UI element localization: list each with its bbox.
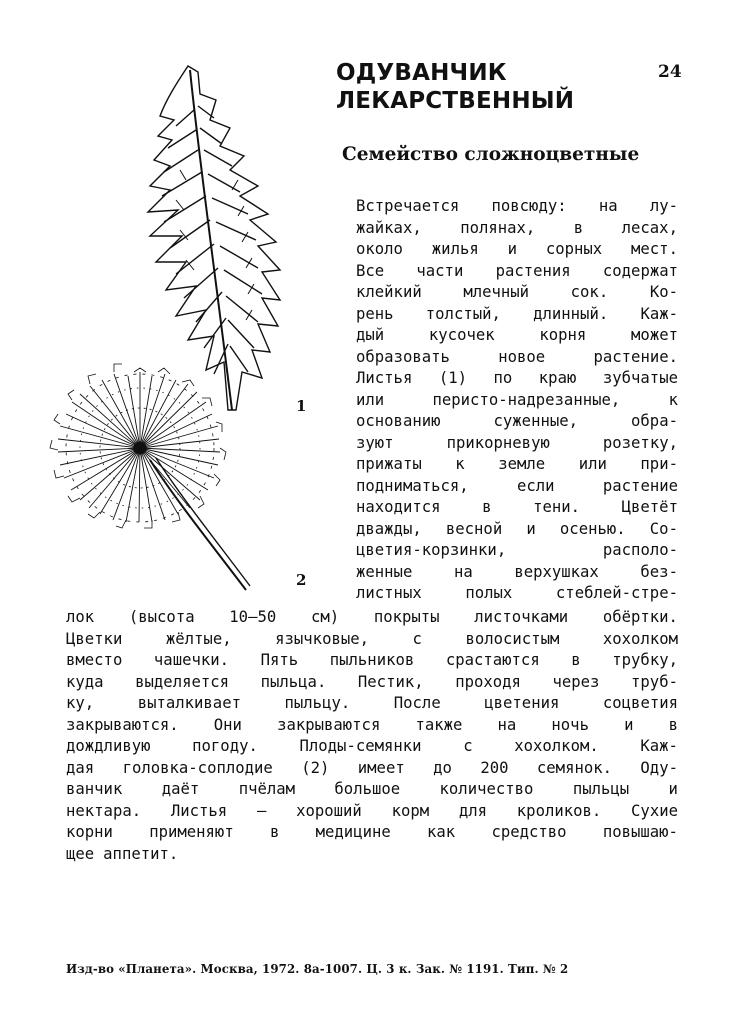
- text-line: [356, 325, 678, 345]
- text-word: нектара.: [66, 801, 142, 820]
- text-word: пыльцы: [572, 780, 630, 798]
- text-word: к: [668, 390, 678, 409]
- text-word: по: [493, 369, 513, 387]
- text-word: После: [393, 694, 441, 712]
- text-word: волосистым: [465, 629, 560, 648]
- text-word: ванчик: [66, 780, 123, 798]
- text-word: Листья: [170, 801, 228, 820]
- text-line: [356, 540, 678, 560]
- text-line: [356, 368, 678, 388]
- text-word: медицине: [315, 823, 391, 841]
- text-word: труб-: [631, 672, 678, 691]
- text-word: образовать: [356, 347, 450, 366]
- text-word: соцветия: [602, 694, 678, 712]
- text-word: верхушках: [514, 562, 599, 581]
- text-word: в: [571, 651, 581, 669]
- text-line: [66, 801, 678, 821]
- text-word: около: [356, 240, 403, 258]
- text-word: Пять: [260, 651, 299, 669]
- text-word: подниматься,: [356, 476, 469, 495]
- text-word: пыльца.: [260, 672, 327, 691]
- text-line: [356, 239, 678, 259]
- text-line: [66, 715, 678, 735]
- text-word: выталкивает: [137, 694, 241, 712]
- text-word: содержат: [602, 261, 678, 280]
- text-word: кусочек: [428, 326, 495, 344]
- text-word: корм: [391, 801, 430, 820]
- text-word: к: [455, 455, 465, 473]
- text-word: пыльцу.: [284, 694, 351, 712]
- text-word: выделяется: [135, 672, 230, 691]
- text-word: на: [453, 562, 473, 581]
- text-word: при-: [640, 455, 678, 473]
- text-word: и: [624, 715, 634, 734]
- text-line: [356, 304, 678, 324]
- text-word: в: [482, 498, 492, 516]
- text-word: млечный: [463, 283, 530, 301]
- text-word: в: [573, 218, 584, 237]
- text-word: закрываются.: [66, 715, 179, 734]
- text-word: применяют: [149, 823, 234, 841]
- text-word: Каж-: [640, 304, 678, 323]
- text-line: [66, 822, 678, 842]
- text-word: краю: [538, 369, 577, 387]
- text-word: также: [415, 715, 463, 734]
- text-line: [356, 583, 678, 603]
- text-line: [356, 390, 678, 410]
- text-word: полых: [465, 584, 513, 602]
- text-word: повсюду:: [491, 197, 567, 215]
- text-word: земле: [498, 455, 546, 473]
- text-word: жилья: [431, 240, 479, 258]
- text-word: на: [598, 197, 618, 215]
- title-line-1: ОДУВАНЧИК: [336, 60, 507, 86]
- text-word: цветия-корзинки,: [356, 541, 507, 559]
- text-word: большое: [334, 780, 401, 798]
- text-word: растения: [495, 261, 571, 280]
- text-word: лу-: [649, 197, 678, 215]
- text-word: до: [433, 758, 452, 777]
- text-word: дважды,: [356, 519, 422, 538]
- figure-label-2: 2: [296, 571, 307, 589]
- text-word: основанию: [356, 412, 441, 430]
- text-word: 10—50: [229, 608, 277, 626]
- text-line: [66, 844, 678, 864]
- text-word: дая: [66, 758, 95, 777]
- text-word: через: [552, 672, 600, 691]
- text-word: в: [269, 823, 280, 841]
- text-word: сок.: [570, 283, 609, 301]
- text-word: растение.: [593, 347, 678, 366]
- text-word: розетку,: [602, 433, 678, 452]
- text-word: —: [256, 801, 267, 820]
- text-word: см): [310, 608, 340, 626]
- text-word: прижаты: [356, 455, 422, 473]
- text-word: толстый,: [425, 304, 501, 323]
- text-word: пчёлам: [238, 780, 296, 798]
- text-word: зубчатые: [602, 369, 678, 387]
- text-word: и: [526, 519, 536, 538]
- text-word: жёлтые,: [165, 629, 232, 648]
- text-line: [356, 497, 678, 517]
- text-word: срастаются: [445, 651, 540, 669]
- text-line: [66, 672, 678, 692]
- text-word: дождливую: [66, 737, 151, 755]
- text-line: [356, 476, 678, 496]
- text-word: Плоды-семянки: [299, 737, 422, 755]
- text-word: части: [416, 261, 464, 280]
- text-word: корня: [539, 326, 587, 344]
- text-line: [66, 607, 678, 627]
- text-line: [356, 519, 678, 539]
- text-word: корни: [66, 823, 113, 841]
- text-word: (высота: [128, 608, 195, 626]
- text-word: и: [507, 240, 517, 258]
- text-word: ночь: [551, 715, 589, 734]
- text-word: Каж-: [640, 737, 678, 755]
- text-word: Сухие: [631, 801, 678, 820]
- text-word: Пестик,: [357, 672, 424, 691]
- text-word: чашечки.: [153, 651, 230, 669]
- figure-label-1: 1: [296, 397, 307, 415]
- text-word: хохолком: [602, 629, 678, 648]
- text-word: тени.: [533, 498, 581, 516]
- text-word: семянок.: [536, 758, 613, 777]
- text-word: средство: [491, 823, 567, 841]
- text-word: погоду.: [192, 737, 258, 755]
- text-word: кроликов.: [516, 801, 602, 820]
- text-word: обёртки.: [602, 608, 678, 626]
- text-word: полянах,: [460, 218, 536, 237]
- text-word: обра-: [631, 412, 678, 430]
- text-word: закрываются: [277, 715, 381, 734]
- text-word: находится: [356, 498, 441, 516]
- text-word: пыльников: [329, 651, 415, 669]
- text-line: [356, 218, 678, 238]
- text-word: проходя: [455, 672, 521, 691]
- text-word: Цветки: [66, 629, 123, 648]
- text-word: куда: [66, 672, 104, 691]
- text-word: Они: [213, 715, 242, 734]
- text-word: осенью.: [559, 519, 626, 538]
- text-word: хохолком.: [514, 737, 599, 755]
- text-line: [66, 779, 678, 799]
- text-word: покрыты: [373, 608, 440, 626]
- text-word: как: [427, 823, 456, 841]
- text-word: Ко-: [649, 283, 678, 301]
- text-word: повышаю-: [602, 823, 678, 841]
- text-word: и: [668, 780, 678, 798]
- text-word: вместо: [66, 651, 123, 669]
- text-word: длинный.: [533, 304, 609, 323]
- text-word: мест.: [631, 240, 678, 258]
- text-word: (1): [438, 369, 468, 387]
- text-word: может: [631, 326, 678, 344]
- text-word: женные: [356, 562, 413, 581]
- text-word: или: [578, 455, 607, 473]
- text-word: листочками: [474, 608, 569, 626]
- text-line: [356, 282, 678, 302]
- text-word: без-: [640, 562, 678, 581]
- imprint-footer: Изд-во «Планета». Москва, 1972. 8а-1007. Ц. 3 к. Зак. № 1191. Тип. № 2: [66, 962, 569, 976]
- text-word: жайках,: [356, 218, 422, 237]
- text-word: щее: [66, 844, 95, 863]
- text-line: [66, 693, 678, 713]
- text-word: Листья: [356, 369, 413, 387]
- text-word: трубку,: [612, 651, 678, 669]
- text-line: [356, 454, 678, 474]
- text-word: головка-соплодие: [122, 758, 273, 777]
- text-word: с: [412, 629, 422, 648]
- text-word: растение: [602, 476, 678, 495]
- text-word: клейкий: [356, 283, 422, 301]
- text-word: прикорневую: [446, 433, 550, 452]
- text-word: ку,: [66, 694, 95, 712]
- text-word: хороший: [296, 801, 362, 820]
- text-word: Все: [356, 261, 385, 280]
- text-word: аппетит.: [103, 844, 179, 863]
- text-line: [356, 261, 678, 281]
- family-heading: Семейство сложноцветные: [342, 144, 640, 165]
- text-word: перисто-надрезанные,: [432, 390, 621, 409]
- text-word: Оду-: [640, 758, 678, 777]
- text-word: цветения: [484, 694, 560, 712]
- text-word: даёт: [161, 780, 200, 798]
- text-line: [356, 196, 678, 216]
- text-word: суженные,: [493, 412, 579, 430]
- text-word: располо-: [602, 541, 678, 559]
- text-word: зуют: [356, 433, 394, 452]
- text-word: листных: [356, 584, 422, 602]
- text-word: с: [463, 737, 473, 755]
- text-word: лок: [66, 608, 95, 626]
- page-number: 24: [658, 62, 682, 82]
- text-word: в: [668, 715, 678, 734]
- text-word: если: [517, 476, 555, 495]
- text-word: сорных: [545, 240, 603, 258]
- text-word: Встречается: [356, 197, 460, 215]
- text-word: Со-: [649, 519, 678, 538]
- text-word: для: [458, 801, 488, 820]
- text-word: лесах,: [621, 218, 678, 237]
- text-word: стеблей-стре-: [555, 584, 678, 602]
- text-line: [66, 758, 678, 778]
- text-word: дый: [356, 326, 385, 344]
- text-word: или: [356, 390, 385, 409]
- text-line: [66, 629, 678, 649]
- text-line: [356, 347, 678, 367]
- text-word: Цветёт: [621, 498, 678, 516]
- text-word: на: [497, 715, 517, 734]
- text-line: [66, 736, 678, 756]
- text-line: [356, 411, 678, 431]
- text-line: [66, 650, 678, 670]
- text-word: имеет: [357, 758, 405, 777]
- text-word: весной: [445, 519, 503, 538]
- text-line: [356, 433, 678, 453]
- text-word: количество: [439, 780, 534, 798]
- text-word: язычковые,: [275, 629, 370, 648]
- text-word: 200: [480, 758, 509, 777]
- text-word: (2): [301, 758, 330, 777]
- text-line: [356, 562, 678, 582]
- title-line-2: ЛЕКАРСТВЕННЫЙ: [336, 88, 575, 114]
- text-word: рень: [356, 304, 394, 323]
- text-word: новое: [498, 347, 546, 366]
